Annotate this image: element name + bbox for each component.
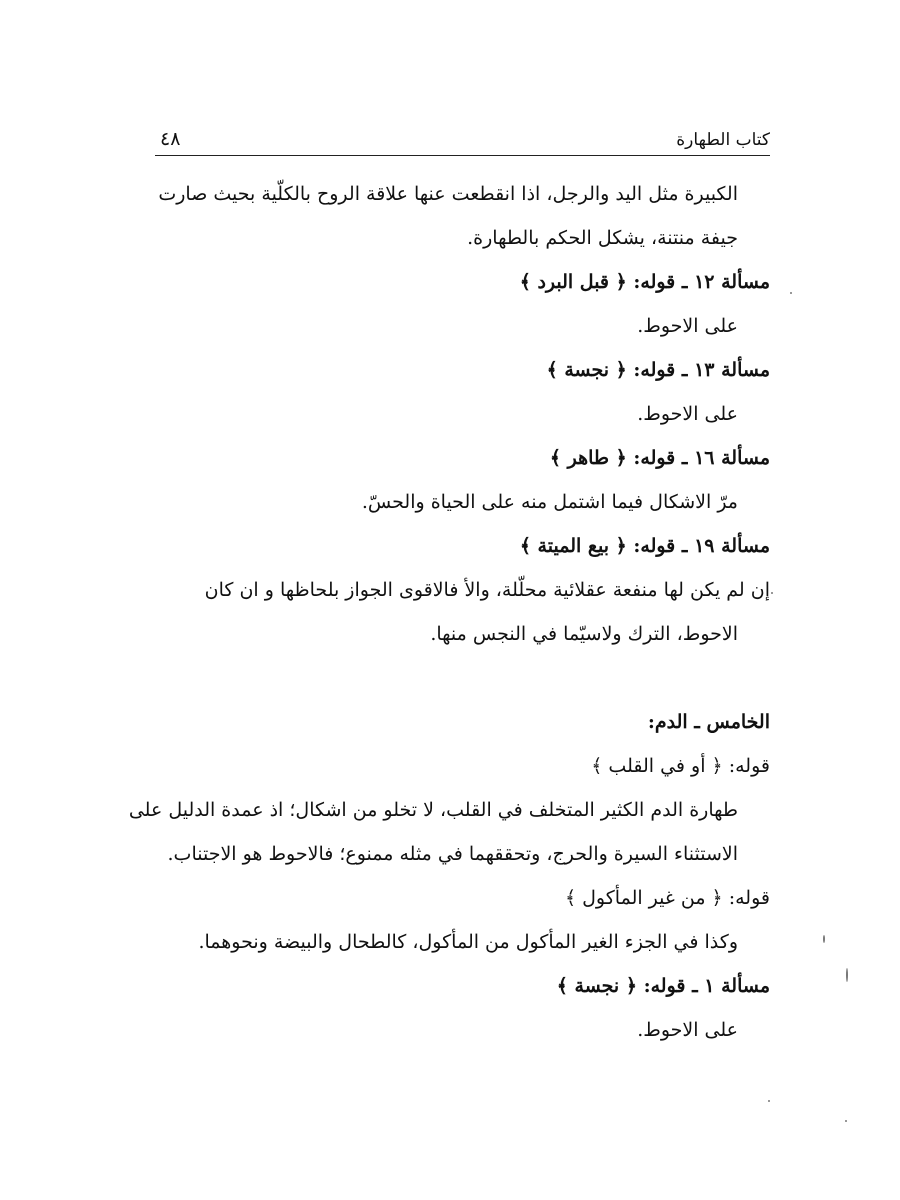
text-line: على الاحوط. — [637, 403, 738, 425]
section-heading: الخامس ـ الدم: — [647, 711, 770, 733]
page-number: ٤٨ — [160, 128, 181, 150]
text-line: على الاحوط. — [637, 315, 738, 337]
scan-speck — [790, 292, 792, 294]
text-line: طهارة الدم الكثير المتخلف في القلب، لا تخلو من اشكال؛ اذ عمدة الدليل على — [128, 799, 738, 821]
issue-heading: مسألة ١٩ ـ قوله: ﴿ بيع الميتة ﴾ — [519, 535, 770, 557]
issue-heading: مسألة ١ ـ قوله: ﴿ نجسة ﴾ — [556, 975, 770, 997]
text-line-content: الكبيرة مثل اليد والرجل، اذا انقطعت عنها علاقة الروح بالكلّية بحيث صارت — [158, 183, 738, 205]
quote-heading: قوله: ﴿ أو في القلب ﴾ — [591, 755, 770, 777]
section-gap — [155, 656, 770, 700]
scan-speck — [846, 968, 848, 982]
issue-heading: مسألة ١٣ ـ قوله: ﴿ نجسة ﴾ — [546, 359, 770, 381]
text-line: الاستثناء السيرة والحرج، وتحققهما في مثله ممنوع؛ فالاحوط هو الاجتناب. — [167, 843, 738, 865]
running-header — [160, 126, 770, 156]
page-body — [128, 172, 770, 1052]
quote-heading: قوله: ﴿ من غير المأكول ﴾ — [564, 887, 770, 909]
text-line: إن لم يكن لها منفعة عقلائية محلّلة، والأ فالاقوى الجواز بلحاظها و ان كان — [204, 579, 770, 601]
issue-heading: مسألة ١٢ ـ قوله: ﴿ قبل البرد ﴾ — [519, 271, 770, 293]
text-line: الاحوط، الترك ولاسيّما في النجس منها. — [430, 623, 738, 645]
scan-speck — [845, 1120, 847, 1122]
chapter-title: كتاب الطهارة — [676, 130, 770, 150]
text-line: مرّ الاشكال فيما اشتمل منه على الحياة والحسّ. — [361, 491, 738, 513]
scan-speck — [768, 1100, 770, 1102]
text-line: جيفة منتنة، يشكل الحكم بالطهارة. — [467, 227, 738, 249]
text-line: وكذا في الجزء الغير المأكول من المأكول، كالطحال والبيضة ونحوهما. — [198, 931, 738, 953]
scan-speck — [823, 935, 825, 943]
header-rule — [155, 155, 770, 156]
scan-speck — [771, 592, 773, 594]
text-line: على الاحوط. — [637, 1019, 738, 1041]
text-line — [155, 172, 770, 216]
issue-heading: مسألة ١٦ ـ قوله: ﴿ طاهر ﴾ — [549, 447, 770, 469]
